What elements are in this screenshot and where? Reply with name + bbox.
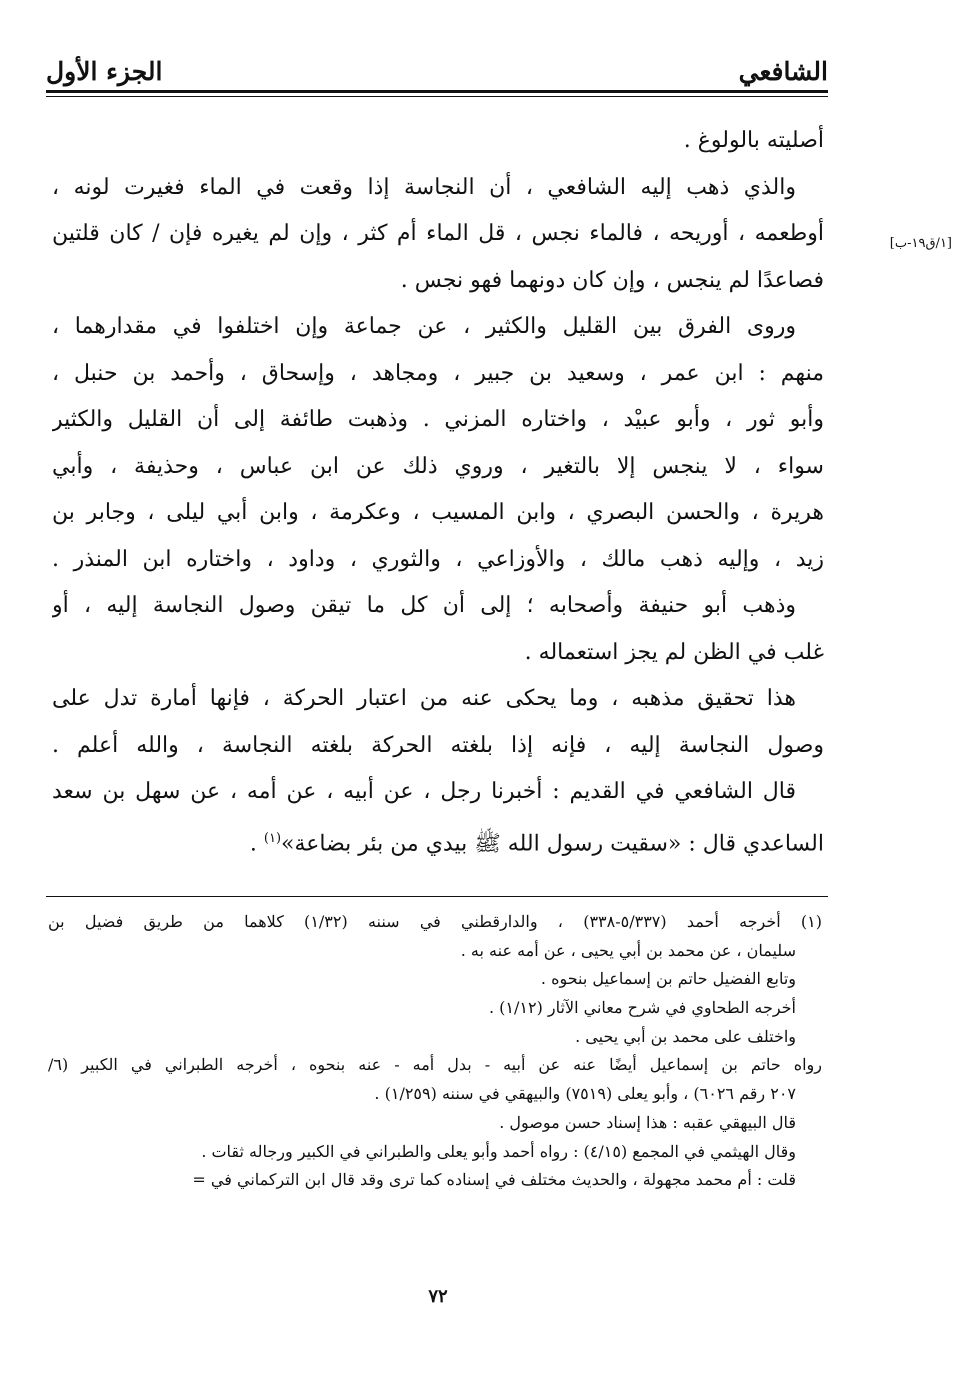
text-line: منهم : ابن عمر ، وسعيد بن جبير ، ومجاهد ، وإسحاق ، وأحمد بن حنبل ، (52, 360, 824, 386)
text-line: الساعدي قال : «سقيت رسول الله ﷺ بيدي من بئر بضاعة»$^{(١)}$ . (249, 830, 824, 856)
text-line: فصاعدًا لم ينجس ، وإن كان دونهما فهو نجس . (400, 267, 824, 293)
footnote-line: ٢٠٧ رقم ٦٠٢٦) ، وأبو يعلى (٧٥١٩) والبيهقي في سننه (١/٢٥٩) . (374, 1084, 796, 1104)
text-line: أوطعمه ، أوريحه ، فالماء نجس ، قل الماء أم كثر ، وإن لم يغيره فإن / كان قلتين (52, 221, 824, 246)
footnote-line: أخرجه الطحاوي في شرح معاني الآثار (١/١٢) . (488, 998, 796, 1018)
text-line: وروى الفرق بين القليل والكثير ، عن جماعة وإن اختلفوا في مقدارهما ، (52, 314, 796, 339)
page-number: ٧٢ (428, 1286, 448, 1307)
text-line: غلب في الظن لم يجز استعماله . (524, 639, 824, 665)
text-line: هذا تحقيق مذهبه ، وما يحكى عنه من اعتبار الحركة ، فإنها أمارة تدل على (52, 686, 796, 711)
footnote-separator (46, 896, 828, 897)
footnote-marker[interactable]: (١) (263, 830, 282, 846)
footnote-line: سليمان ، عن محمد بن أبي يحيى ، عن أمه عنه به . (460, 940, 796, 960)
footnote-line: وتابع الفضيل حاتم بن إسماعيل بنحوه . (540, 969, 796, 989)
main-text (52, 118, 824, 862)
text-line: وأبو ثور ، وأبو عبيْد ، واختاره المزني . وذهبت طائفة إلى أن القليل والكثير (52, 407, 824, 432)
header-rule (46, 90, 828, 93)
manuscript-folio-note: [١/ق١٩-ب] (889, 236, 952, 251)
header-book-title: الشافعي (738, 57, 828, 86)
footnote-line: (١) أخرجه أحمد (٥/٣٣٧-٣٣٨) ، والدارقطني في سننه (١/٣٢) كلاهما من طريق فضيل بن (48, 912, 822, 931)
text-line: أصليته بالولوغ . (683, 128, 824, 153)
footnote-line: قال البيهقي عقبه : هذا إسناد حسن موصول . (499, 1112, 796, 1132)
header-volume-title: الجزء الأول (46, 57, 163, 86)
footnote-line: واختلف على محمد بن أبي يحيى . (575, 1026, 796, 1046)
running-header (46, 40, 828, 86)
text-line: هريرة ، والحسن البصري ، وابن المسيب ، وعكرمة ، وابن أبي ليلى ، وجابر بن (52, 500, 824, 525)
text-line: وذهب أبو حنيفة وأصحابه ؛ إلى أن كل ما تيقن وصول النجاسة إليه ، أو (52, 593, 796, 618)
footnote-line: وقال الهيثمي في المجمع (٤/١٥) : رواه أحمد وأبو يعلى والطبراني في الكبير ورجاله ثقات . (201, 1141, 796, 1161)
text-line: زيد ، وإليه ذهب مالك ، والأوزاعي ، والثوري ، وداود ، واختاره ابن المنذر . (52, 546, 824, 572)
text-line: سواء ، لا ينجس إلا بالتغير ، وروي ذلك عن ابن عباس ، وحذيفة ، وأبي (52, 453, 824, 479)
hadith-quote: الساعدي قال : «سقيت رسول الله ﷺ بيدي من بئر بضاعة» (281, 830, 824, 856)
footnotes (48, 908, 822, 1195)
footnote-line: قلت : أم محمد مجهولة ، والحديث مختلف في إسناده كما ترى وقد قال ابن التركماني في = (192, 1170, 796, 1190)
text-line: والذي ذهب إليه الشافعي ، أن النجاسة إذا وقعت في الماء فغيرت لونه ، (52, 174, 796, 200)
text-line: وصول النجاسة إليه ، فإنه إذا بلغته الحركة بلغته النجاسة ، والله أعلم . (52, 732, 824, 758)
footnote-line: رواه حاتم بن إسماعيل أيضًا عنه عن أبيه - بدل أمه - عنه بنحوه ، أخرجه الطبراني في الكبير (٦/ (48, 1055, 822, 1075)
text-line: قال الشافعي في القديم : أخبرنا رجل ، عن أبيه ، عن أمه ، عن سهل بن سعد (52, 779, 797, 804)
header-rule-thin (46, 96, 828, 97)
